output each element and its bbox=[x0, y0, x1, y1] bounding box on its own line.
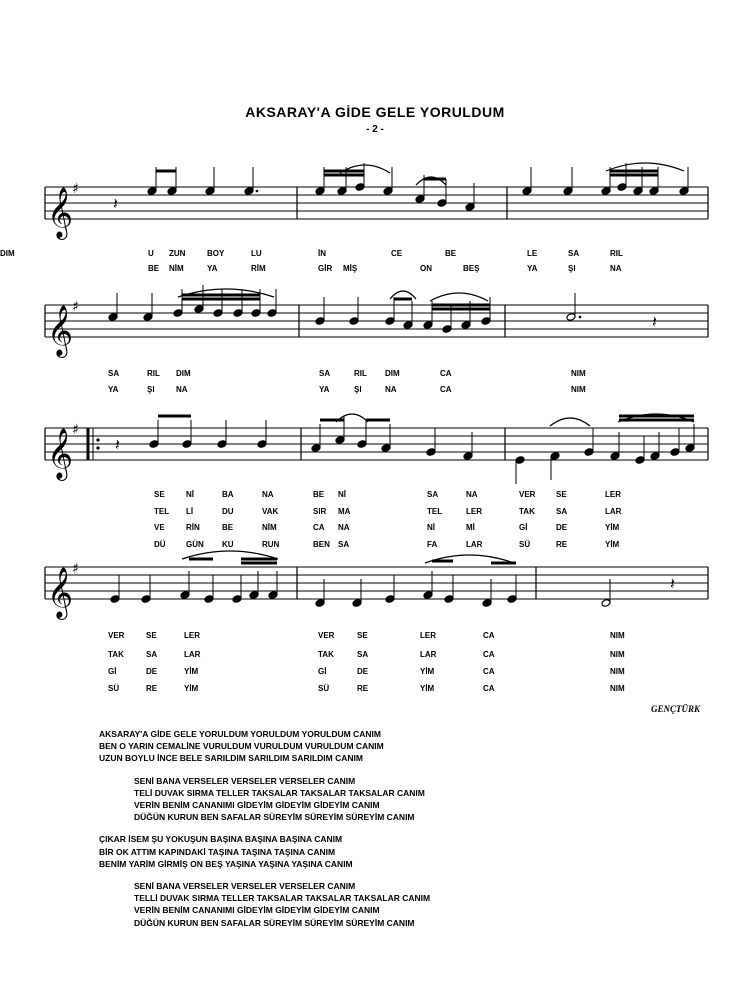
dot bbox=[256, 190, 259, 193]
note-head bbox=[257, 440, 267, 449]
note-head bbox=[610, 452, 620, 461]
note-head bbox=[584, 448, 594, 457]
lyric-syllable: LER bbox=[605, 490, 621, 499]
note-head bbox=[167, 187, 177, 196]
treble-clef-icon: 𝄞 bbox=[47, 428, 74, 479]
note-head bbox=[465, 203, 475, 212]
lyric-syllable: DU bbox=[222, 507, 234, 516]
note-head bbox=[217, 440, 227, 449]
note-head bbox=[426, 448, 436, 457]
lyric-syllable: NIM bbox=[571, 385, 586, 394]
quarter-rest-icon: 𝄽 bbox=[113, 194, 118, 213]
lyric-syllable: Nİ bbox=[338, 490, 346, 499]
lyric-syllable: SE bbox=[556, 490, 567, 499]
lyric-syllable: SE bbox=[357, 631, 368, 640]
lyric-syllable: DE bbox=[146, 667, 158, 676]
lyric-syllable: NA bbox=[466, 490, 478, 499]
lyrics-verses bbox=[99, 728, 430, 939]
lyric-syllable: NIM bbox=[571, 369, 586, 378]
lyric-syllable: ZUN bbox=[169, 249, 186, 258]
sharp-icon: ♯ bbox=[72, 181, 79, 197]
lyric-syllable: SA bbox=[427, 490, 439, 499]
lyric-syllable: NİM bbox=[169, 264, 184, 273]
lyric-syllable: TAK bbox=[519, 507, 535, 516]
note-head bbox=[249, 591, 259, 600]
note-head bbox=[213, 309, 223, 318]
lyric-syllable: Gİ bbox=[318, 667, 327, 676]
note-head bbox=[268, 591, 278, 600]
note-head bbox=[566, 313, 576, 322]
lyric-syllable: LU bbox=[251, 249, 262, 258]
verse-line: VERİN BENİM CANANIMI GİDEYİM GİDEYİM GİDEYİM CANIM bbox=[134, 800, 380, 811]
lyric-syllable: VAK bbox=[262, 507, 279, 516]
lyric-syllable: RIL bbox=[610, 249, 623, 258]
lyric-syllable: SA bbox=[556, 507, 568, 516]
note-head bbox=[685, 444, 695, 453]
note-head bbox=[617, 183, 627, 192]
lyric-syllable: SIR bbox=[313, 507, 327, 516]
lyric-syllable: LE bbox=[527, 249, 538, 258]
note-head bbox=[415, 195, 425, 204]
note-head bbox=[601, 599, 611, 608]
verse-stanza bbox=[99, 728, 430, 765]
lyric-syllable: ŞI bbox=[354, 385, 362, 394]
lyric-syllable: Mİ bbox=[466, 523, 475, 532]
note-head bbox=[110, 595, 120, 604]
note-head bbox=[522, 187, 532, 196]
lyric-syllable: BE bbox=[148, 264, 160, 273]
note-head bbox=[244, 187, 254, 196]
lyric-syllable: NIM bbox=[610, 631, 625, 640]
lyric-syllable: VER bbox=[318, 631, 335, 640]
lyric-syllable: BA bbox=[222, 490, 234, 499]
note-head bbox=[482, 599, 492, 608]
lyric-syllable: SA bbox=[319, 369, 331, 378]
lyric-syllable: YİM bbox=[420, 667, 435, 676]
note-head bbox=[650, 452, 660, 461]
lyric-syllable: LAR bbox=[605, 507, 622, 516]
note-head bbox=[233, 309, 243, 318]
lyric-syllable: NIM bbox=[610, 650, 625, 659]
lyric-syllable: YİM bbox=[420, 684, 435, 693]
note-head bbox=[461, 321, 471, 330]
lyric-syllable: LER bbox=[184, 631, 200, 640]
lyric-syllable: LAR bbox=[466, 540, 483, 549]
sharp-icon: ♯ bbox=[72, 422, 79, 438]
lyric-syllable: CA bbox=[440, 369, 452, 378]
lyric-syllable: RE bbox=[556, 540, 568, 549]
note-head bbox=[635, 456, 645, 465]
lyric-syllable: NA bbox=[338, 523, 350, 532]
lyric-syllable: İN bbox=[318, 249, 326, 258]
song-title: AKSARAY'A GİDE GELE YORULDUM bbox=[245, 104, 505, 120]
note-head bbox=[147, 187, 157, 196]
verse-line: BENİM YARİM GİRMİŞ ON BEŞ YAŞINA YAŞINA YAŞINA CANIM bbox=[99, 858, 353, 869]
note-head bbox=[357, 440, 367, 449]
note-head bbox=[149, 440, 159, 449]
verse-line: AKSARAY'A GİDE GELE YORULDUM YORULDUM YORULDUM CANIM bbox=[99, 729, 381, 739]
lyric-syllable: SA bbox=[568, 249, 580, 258]
note-head bbox=[670, 448, 680, 457]
lyric-syllable: DIM bbox=[0, 249, 15, 258]
lyric-syllable: DIM bbox=[176, 369, 191, 378]
lyric-syllable: YA bbox=[108, 385, 119, 394]
verse-line: SENİ BANA VERSELER VERSELER VERSELER CANIM bbox=[134, 881, 356, 892]
lyric-syllable: CE bbox=[391, 249, 403, 258]
note-head bbox=[633, 187, 643, 196]
lyric-syllable: NİM bbox=[262, 523, 277, 532]
note-head bbox=[173, 309, 183, 318]
lyric-syllable: Nİ bbox=[186, 490, 194, 499]
lyric-syllable: TAK bbox=[108, 650, 124, 659]
note-head bbox=[180, 591, 190, 600]
note-head bbox=[515, 456, 525, 465]
note-head bbox=[463, 452, 473, 461]
lyric-syllable: VER bbox=[108, 631, 125, 640]
lyric-syllable: Lİ bbox=[186, 507, 194, 516]
lyric-syllable: YA bbox=[527, 264, 538, 273]
note-head bbox=[383, 187, 393, 196]
verse-line: UZUN BOYLU İNCE BELE SARILDIM SARILDIM SARILDIM CANIM bbox=[99, 753, 363, 764]
treble-clef-icon: 𝄞 bbox=[47, 567, 74, 618]
lyric-syllable: SA bbox=[146, 650, 158, 659]
page-number: - 2 - bbox=[366, 124, 384, 135]
note-head bbox=[563, 187, 573, 196]
treble-clef-icon: 𝄞 bbox=[47, 187, 74, 238]
lyric-syllable: Gİ bbox=[519, 523, 528, 532]
lyric-syllable: RE bbox=[357, 684, 369, 693]
note-head bbox=[315, 317, 325, 326]
lyric-syllable: LER bbox=[420, 631, 436, 640]
lyric-syllable: NA bbox=[385, 385, 397, 394]
lyric-syllable: MİŞ bbox=[343, 264, 358, 273]
note-head bbox=[423, 591, 433, 600]
lyric-syllable: GÜN bbox=[186, 540, 204, 549]
lyric-syllable: BE bbox=[222, 523, 234, 532]
lyric-syllable: RE bbox=[146, 684, 158, 693]
lyric-syllable: SA bbox=[338, 540, 350, 549]
lyric-syllable: RIL bbox=[354, 369, 367, 378]
lyric-syllable: VER bbox=[519, 490, 536, 499]
lyric-syllable: RIL bbox=[147, 369, 160, 378]
verse-stanza bbox=[99, 833, 430, 870]
lyric-syllable: CA bbox=[483, 684, 495, 693]
lyric-syllable: BE bbox=[313, 490, 325, 499]
quarter-rest-icon: 𝄽 bbox=[670, 574, 675, 593]
quarter-rest-icon: 𝄽 bbox=[652, 312, 657, 331]
lyric-syllable: NIM bbox=[610, 667, 625, 676]
lyric-syllable: LER bbox=[466, 507, 482, 516]
lyric-syllable: ON bbox=[420, 264, 432, 273]
lyric-syllable: SA bbox=[108, 369, 120, 378]
lyric-syllable: SE bbox=[146, 631, 157, 640]
repeat-dot bbox=[96, 446, 99, 449]
note-head bbox=[337, 187, 347, 196]
lyric-syllable: YİM bbox=[605, 540, 620, 549]
note-head bbox=[403, 321, 413, 330]
lyric-syllable: YİM bbox=[184, 684, 199, 693]
verse-line: DÜĞÜN KURUN BEN SAFALAR SÜREYİM SÜREYİM SÜREYİM CANIM bbox=[134, 812, 415, 823]
quarter-rest-icon: 𝄽 bbox=[115, 435, 120, 454]
note-head bbox=[315, 599, 325, 608]
verse-stanza bbox=[99, 775, 430, 824]
note-head bbox=[251, 309, 261, 318]
lyric-syllable: SÜ bbox=[519, 540, 531, 549]
lyric-syllable: YİM bbox=[184, 667, 199, 676]
composer-signature: GENÇTÜRK bbox=[651, 704, 701, 714]
lyric-syllable: YA bbox=[319, 385, 330, 394]
lyric-syllable: KU bbox=[222, 540, 234, 549]
lyric-syllable: DE bbox=[357, 667, 369, 676]
verse-line: ÇIKAR İSEM ŞU YOKUŞUN BAŞINA BAŞINA BAŞINA CANIM bbox=[99, 834, 343, 845]
note-head bbox=[507, 595, 517, 604]
verse-line: BİR OK ATTIM KAPINDAKİ TAŞINA TAŞINA TAŞINA CANIM bbox=[99, 846, 336, 857]
repeat-dot bbox=[96, 438, 99, 441]
lyric-syllable: NA bbox=[610, 264, 622, 273]
note-head bbox=[182, 440, 192, 449]
lyric-syllable: BOY bbox=[207, 249, 225, 258]
lyric-syllable: DÜ bbox=[154, 540, 166, 549]
note-head bbox=[481, 317, 491, 326]
lyric-syllable: BE bbox=[445, 249, 457, 258]
lyric-syllable: DIM bbox=[385, 369, 400, 378]
lyric-syllable: NA bbox=[262, 490, 274, 499]
verse-stanza bbox=[99, 880, 430, 929]
lyric-syllable: RİM bbox=[251, 264, 266, 273]
lyric-syllable: YA bbox=[207, 264, 218, 273]
slur bbox=[430, 293, 488, 301]
verse-line: DÜĞÜN KURUN BEN SAFALAR SÜREYİM SÜREYİM SÜREYİM CANIM bbox=[134, 917, 415, 928]
lyric-syllable: VE bbox=[154, 523, 165, 532]
note-head bbox=[352, 599, 362, 608]
lyric-syllable: Gİ bbox=[108, 667, 117, 676]
lyric-syllable: U bbox=[148, 249, 154, 258]
treble-clef-icon: 𝄞 bbox=[47, 305, 74, 356]
lyric-syllable: SÜ bbox=[318, 684, 330, 693]
note-head bbox=[385, 595, 395, 604]
verse-line: TELLİ DUVAK SIRMA TELLER TAKSALAR TAKSALAR TAKSALAR CANIM bbox=[134, 893, 431, 904]
note-head bbox=[315, 187, 325, 196]
lyric-syllable: CA bbox=[440, 385, 452, 394]
note-head bbox=[649, 187, 659, 196]
note-head bbox=[550, 452, 560, 461]
verse-line: VERİN BENİM CANANIMI GİDEYİM GİDEYİM GİDEYİM CANIM bbox=[134, 905, 380, 916]
note-head bbox=[204, 595, 214, 604]
lyric-syllable: SA bbox=[357, 650, 369, 659]
note-head bbox=[108, 313, 118, 322]
note-head bbox=[601, 187, 611, 196]
note-head bbox=[205, 187, 215, 196]
note-head bbox=[355, 183, 365, 192]
note-head bbox=[385, 317, 395, 326]
verse-line: BEN O YARIN CEMALİNE VURULDUM VURULDUM VURULDUM CANIM bbox=[99, 741, 384, 752]
lyric-syllable: RİN bbox=[186, 523, 200, 532]
note-head bbox=[444, 595, 454, 604]
note-head bbox=[381, 444, 391, 453]
lyric-syllable: CA bbox=[313, 523, 325, 532]
lyric-syllable: ŞI bbox=[147, 385, 155, 394]
lyric-syllable: TAK bbox=[318, 650, 334, 659]
note-head bbox=[423, 321, 433, 330]
lyric-syllable: RUN bbox=[262, 540, 280, 549]
lyric-syllable: NA bbox=[176, 385, 188, 394]
lyric-syllable: SÜ bbox=[108, 684, 120, 693]
lyric-syllable: FA bbox=[427, 540, 438, 549]
lyric-syllable: CA bbox=[483, 667, 495, 676]
note-head bbox=[143, 313, 153, 322]
lyric-syllable: BEN bbox=[313, 540, 330, 549]
note-head bbox=[194, 305, 204, 314]
lyric-syllable: CA bbox=[483, 650, 495, 659]
lyric-syllable: BEŞ bbox=[463, 264, 480, 273]
note-head bbox=[437, 199, 447, 208]
lyric-syllable: DE bbox=[556, 523, 568, 532]
note-head bbox=[141, 595, 151, 604]
note-head bbox=[679, 187, 689, 196]
lyric-syllable: Nİ bbox=[427, 523, 435, 532]
lyric-syllable: TEL bbox=[427, 507, 443, 516]
lyric-syllable: MA bbox=[338, 507, 351, 516]
note-head bbox=[232, 595, 242, 604]
note-head bbox=[311, 444, 321, 453]
lyric-syllable: YİM bbox=[605, 523, 620, 532]
note-head bbox=[267, 309, 277, 318]
lyric-syllable: LAR bbox=[420, 650, 437, 659]
sharp-icon: ♯ bbox=[72, 561, 79, 577]
lyric-syllable: CA bbox=[483, 631, 495, 640]
dot bbox=[579, 316, 582, 319]
lyric-syllable: TEL bbox=[154, 507, 170, 516]
note-head bbox=[335, 436, 345, 445]
lyric-syllable: LAR bbox=[184, 650, 201, 659]
lyric-syllable: ŞI bbox=[568, 264, 576, 273]
lyric-syllable: SE bbox=[154, 490, 165, 499]
lyric-syllable: NIM bbox=[610, 684, 625, 693]
lyric-syllable: GİR bbox=[318, 264, 333, 273]
slur bbox=[550, 418, 590, 426]
note-head bbox=[349, 317, 359, 326]
sharp-icon: ♯ bbox=[72, 299, 79, 315]
verse-line: SENİ BANA VERSELER VERSELER VERSELER CANIM bbox=[134, 775, 356, 786]
verse-line: TELİ DUVAK SIRMA TELLER TAKSALAR TAKSALAR TAKSALAR CANIM bbox=[134, 787, 425, 798]
note-head bbox=[442, 325, 452, 334]
